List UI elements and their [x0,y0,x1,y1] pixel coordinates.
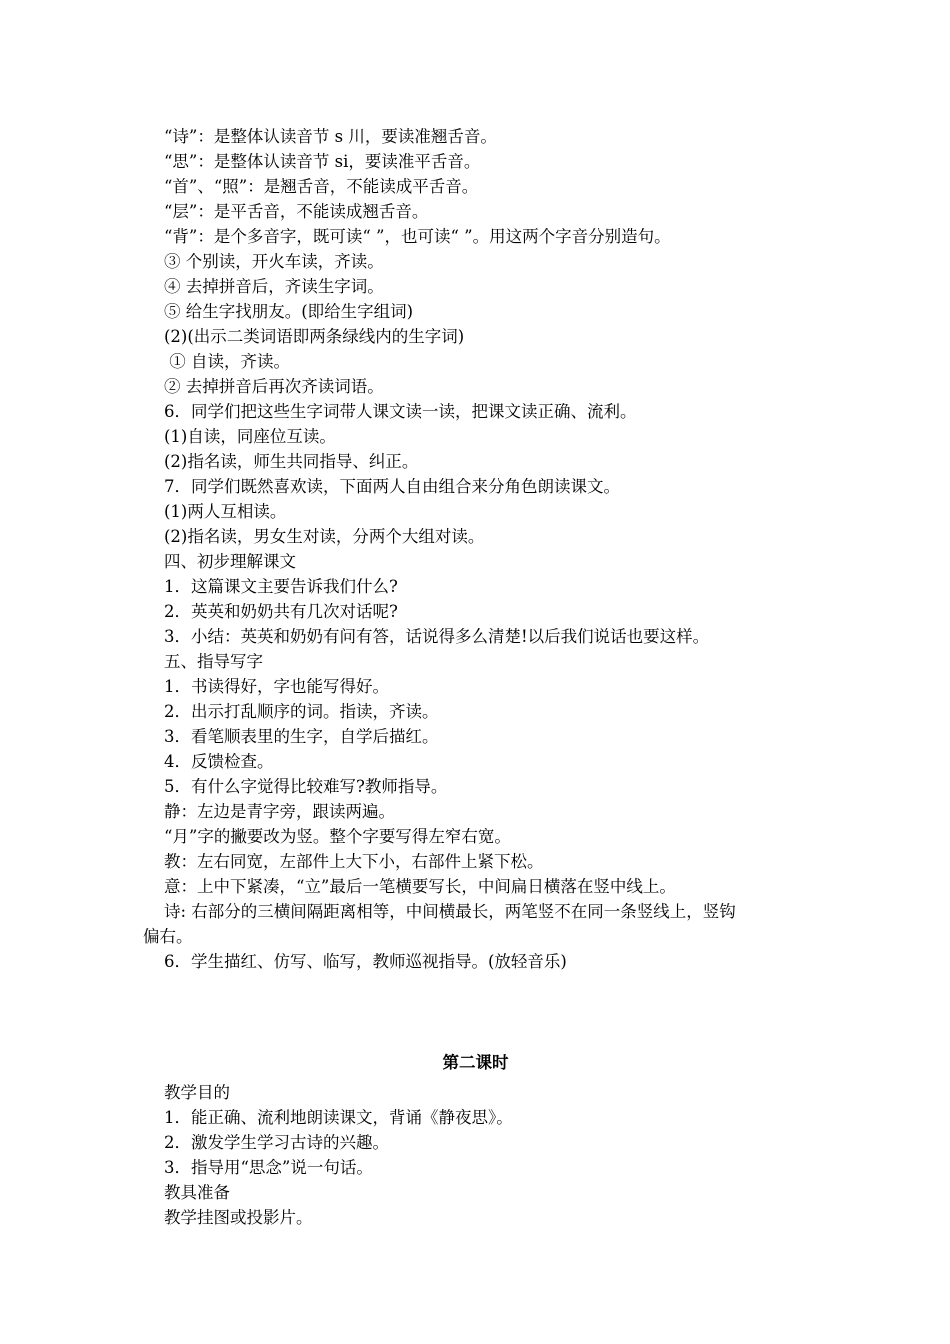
text-line: 偏右。 [143,927,193,946]
text-line: 1．这篇课文主要告诉我们什么? [164,577,398,596]
text-line: 意：上中下紧凑，“立”最后一笔横要写长，中间扁日横落在竖中线上。 [164,877,676,896]
text-line: 2．英英和奶奶共有几次对话呢? [164,602,398,621]
text-line: 诗: 右部分的三横间隔距离相等，中间横最长，两笔竖不在同一条竖线上，竖钩 [164,902,736,921]
text-line: 教具准备 [164,1183,230,1202]
text-line: 3．小结：英英和奶奶有问有答，话说得多么清楚!以后我们说话也要这样。 [164,627,710,646]
document-body [143,124,808,1230]
text-line: 2．出示打乱顺序的词。指读，齐读。 [164,702,439,721]
text-line: 教：左右同宽，左部件上大下小，右部件上紧下松。 [164,852,544,871]
text-line: 4．反馈检查。 [164,752,274,771]
text-line: “首”、“照”：是翘舌音，不能读成平舌音。 [164,177,479,196]
text-line: “背”：是个多音字，既可读“ ”，也可读“ ”。用这两个字音分别造句。 [164,227,671,246]
text-line: “思”：是整体认读音节 si，要读准平舌音。 [164,152,481,171]
text-line: (2)指名读，师生共同指导、纠正。 [164,452,419,471]
text-line: (1)两人互相读。 [164,502,287,521]
text-line: 1．能正确、流利地朗读课文，背诵《静夜思》。 [164,1108,513,1127]
text-line: (2)(出示二类词语即两条绿线内的生字词) [164,327,465,346]
section-heading-four: 四、初步理解课文 [164,552,296,571]
text-line: ② 去掉拼音后再次齐读词语。 [164,377,384,396]
lesson-two-section [143,1048,808,1230]
section-spacer [143,974,808,1048]
text-line: ⑤ 给生字找朋友。(即给生字组词) [164,302,414,321]
text-line: ① 自读，齐读。 [164,352,290,371]
section-heading-five: 五、指导写字 [164,652,263,671]
text-line: ③ 个别读，开火车读，齐读。 [164,252,384,271]
text-line: 6．学生描红、仿写、临写，教师巡视指导。(放轻音乐) [164,952,567,971]
text-line: 7．同学们既然喜欢读，下面两人自由组合来分角色朗读课文。 [164,477,620,496]
text-line: 教学目的 [164,1083,230,1102]
text-line: 2．激发学生学习古诗的兴趣。 [164,1133,389,1152]
text-line: 3．看笔顺表里的生字，自学后描红。 [164,727,439,746]
text-line: 静：左边是青字旁，跟读两遍。 [164,802,395,821]
lesson-one-section [143,124,808,974]
text-line: 3．指导用“思念”说一句话。 [164,1158,373,1177]
lesson-two-title: 第二课时 [442,1053,509,1072]
text-line: 6．同学们把这些生字词带人课文读一读，把课文读正确、流利。 [164,402,637,421]
text-line: “月”字的撇要改为竖。整个字要写得左窄右宽。 [164,827,511,846]
text-line: (2)指名读，男女生对读，分两个大组对读。 [164,527,485,546]
text-line: 教学挂图或投影片。 [164,1208,313,1227]
text-line: (1)自读，同座位互读。 [164,427,336,446]
text-line: ④ 去掉拼音后，齐读生字词。 [164,277,384,296]
text-line: “层”：是平舌音，不能读成翘舌音。 [164,202,429,221]
text-line: 5．有什么字觉得比较难写?教师指导。 [164,777,448,796]
text-line: “诗”：是整体认读音节 s 川，要读准翘舌音。 [164,127,497,146]
text-line: 1．书读得好，字也能写得好。 [164,677,389,696]
